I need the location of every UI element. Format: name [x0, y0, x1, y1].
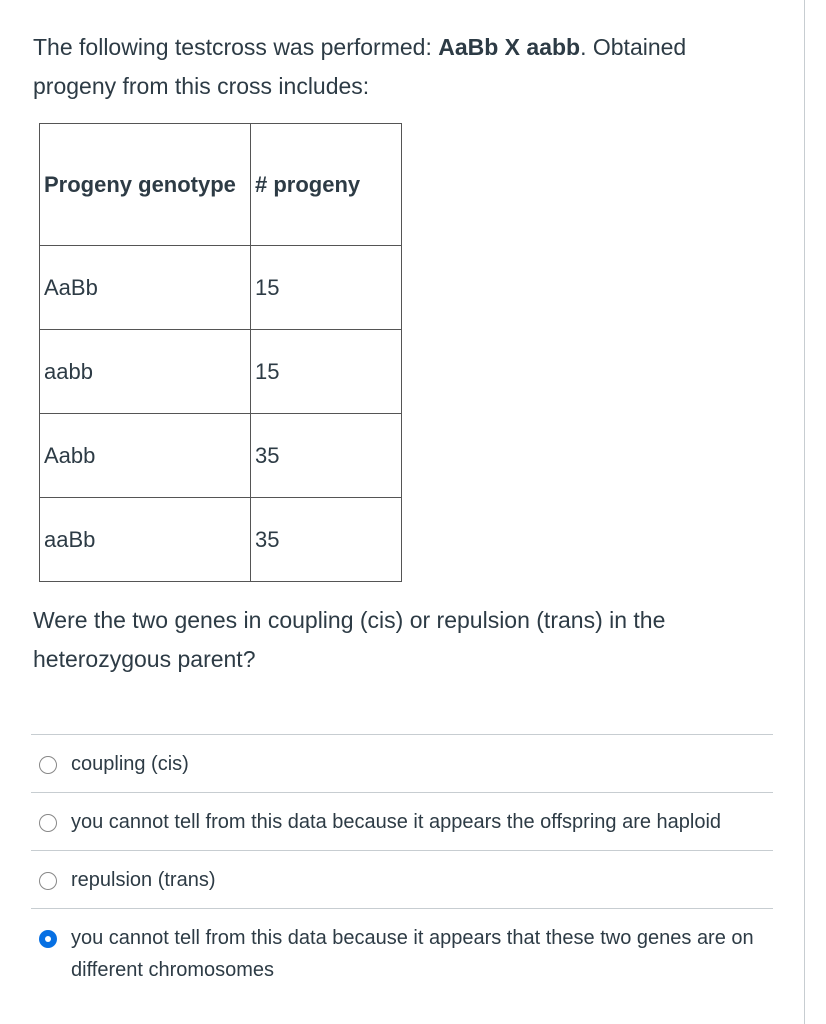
header-progeny-genotype: Progeny genotype	[40, 124, 251, 246]
question-text	[33, 28, 773, 106]
genotype-cell: aaBb	[40, 498, 251, 582]
radio-button-icon[interactable]	[39, 756, 57, 774]
table-header-row	[40, 124, 402, 246]
question-intro: The following testcross was performed:	[33, 34, 439, 60]
count-cell: 15	[251, 246, 402, 330]
question-prompt: Were the two genes in coupling (cis) or repulsion (trans) in the heterozygous parent?	[33, 607, 666, 672]
answer-label: you cannot tell from this data because it appears that these two genes are on different chromosomes	[71, 927, 754, 981]
answer-option-haploid[interactable]	[31, 792, 773, 850]
table-row	[40, 414, 402, 498]
table-row	[40, 246, 402, 330]
genotype-cell: AaBb	[40, 246, 251, 330]
table-row	[40, 498, 402, 582]
count-cell: 15	[251, 330, 402, 414]
progeny-table	[39, 123, 402, 582]
answer-option-repulsion[interactable]	[31, 850, 773, 908]
answer-option-coupling[interactable]	[31, 734, 773, 792]
content-right-border	[804, 0, 805, 1024]
answer-label: repulsion (trans)	[71, 869, 216, 891]
radio-button-selected-icon[interactable]	[39, 930, 57, 948]
answer-label: you cannot tell from this data because it appears the offspring are haploid	[71, 811, 722, 833]
table-row	[40, 330, 402, 414]
answer-option-different-chromosomes[interactable]	[31, 908, 773, 998]
answer-label: coupling (cis)	[71, 753, 189, 775]
header-progeny-count: # progeny	[251, 124, 402, 246]
radio-button-icon[interactable]	[39, 814, 57, 832]
question-outro: . Obtained progeny from this cross includes:	[33, 34, 687, 99]
genotype-cell: aabb	[40, 330, 251, 414]
count-cell: 35	[251, 414, 402, 498]
answer-list	[31, 734, 773, 998]
count-cell: 35	[251, 498, 402, 582]
question-cross: AaBb X aabb	[438, 34, 581, 60]
genotype-cell: Aabb	[40, 414, 251, 498]
radio-button-icon[interactable]	[39, 872, 57, 890]
